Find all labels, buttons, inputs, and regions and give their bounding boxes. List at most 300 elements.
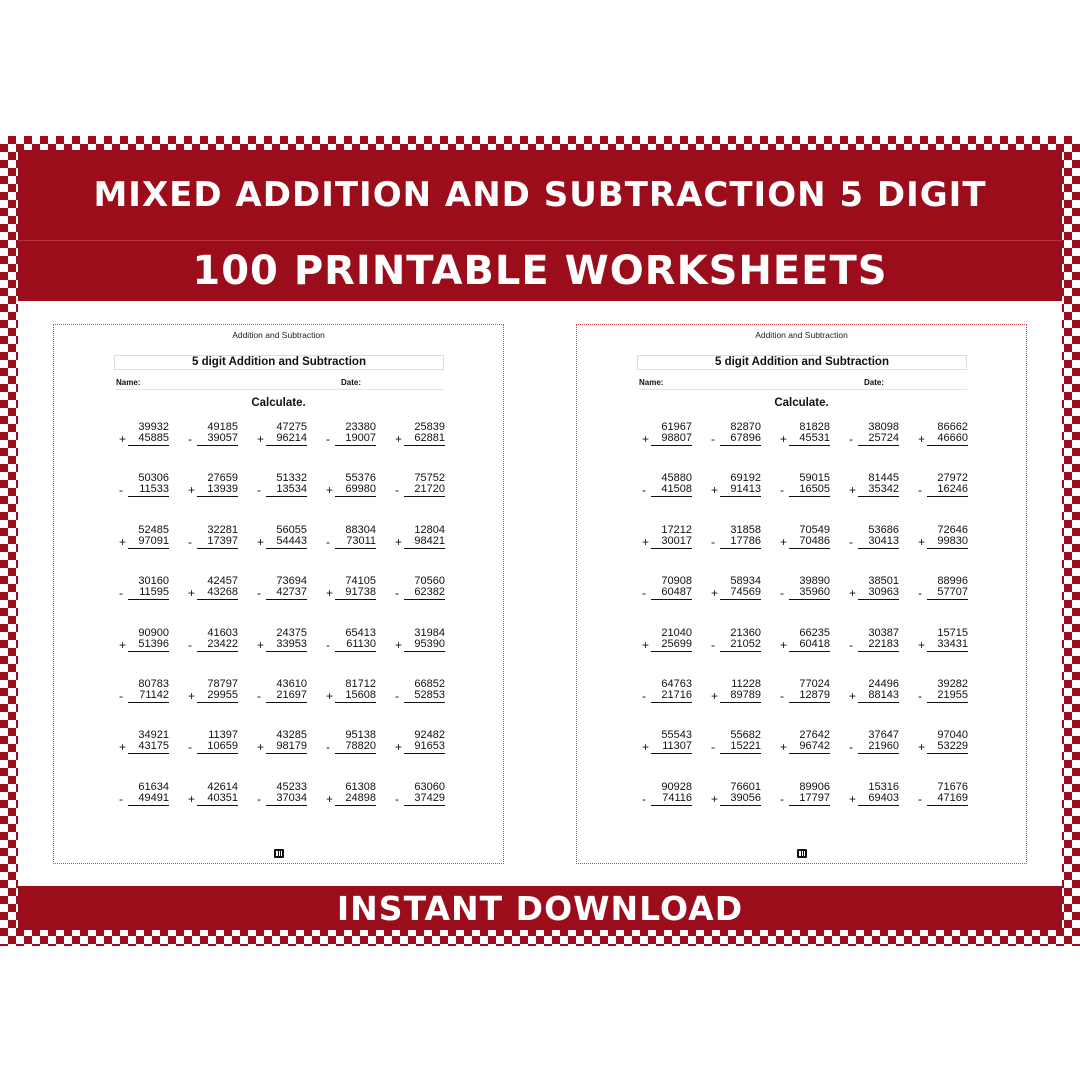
operator-sign: - [257, 688, 261, 703]
answer-line [197, 599, 238, 600]
operator-sign: + [119, 432, 127, 446]
answer-line [927, 805, 968, 806]
second-operand: 15608 [345, 688, 376, 701]
answer-line [858, 599, 899, 600]
first-operand: 41603 [207, 626, 238, 639]
answer-line [266, 753, 307, 754]
operator-sign: - [918, 586, 922, 601]
problem [637, 679, 706, 707]
operator-sign: - [642, 688, 646, 703]
answer-line [651, 651, 692, 652]
operator-sign: + [326, 688, 334, 703]
first-operand: 77024 [799, 677, 830, 690]
answer-line [789, 445, 830, 446]
first-operand: 56055 [276, 523, 307, 536]
problem-row [637, 422, 982, 473]
answer-line [720, 753, 761, 754]
first-operand: 37647 [868, 729, 899, 742]
first-operand: 17212 [661, 523, 692, 536]
answer-line [651, 753, 692, 754]
answer-line [789, 651, 830, 652]
second-operand: 33431 [937, 637, 968, 650]
problem [637, 782, 706, 810]
problem [321, 473, 390, 501]
problem [321, 525, 390, 553]
operator-sign: - [395, 483, 399, 498]
first-operand: 31984 [414, 626, 445, 639]
operator-sign: + [711, 483, 719, 498]
answer-line [789, 599, 830, 600]
first-operand: 24375 [276, 626, 307, 639]
problem [390, 576, 459, 604]
first-operand: 39890 [799, 575, 830, 588]
answer-line [197, 548, 238, 549]
date-label: Date: [864, 378, 885, 387]
answer-line [266, 805, 307, 806]
second-operand: 23422 [207, 637, 238, 650]
operator-sign: + [395, 534, 403, 549]
problem [775, 525, 844, 553]
answer-line [651, 599, 692, 600]
problem [114, 782, 183, 810]
first-operand: 95138 [345, 729, 376, 742]
second-operand: 40351 [207, 791, 238, 804]
answer-line [720, 651, 761, 652]
second-operand: 41508 [661, 483, 692, 496]
operator-sign: + [918, 432, 926, 446]
second-operand: 91653 [414, 740, 445, 753]
second-operand: 98179 [276, 740, 307, 753]
operator-sign: - [395, 688, 399, 703]
answer-line [128, 702, 169, 703]
second-operand: 11533 [139, 483, 169, 496]
problem [252, 576, 321, 604]
answer-line [858, 753, 899, 754]
first-operand: 88304 [345, 523, 376, 536]
problem-grid [114, 422, 459, 833]
second-operand: 60418 [799, 637, 830, 650]
problem [706, 525, 775, 553]
operator-sign: - [780, 791, 784, 806]
first-operand: 27972 [937, 472, 968, 485]
problem [706, 730, 775, 758]
answer-line [128, 445, 169, 446]
second-operand: 62881 [414, 432, 445, 444]
second-operand: 17786 [730, 534, 761, 547]
operator-sign: - [918, 791, 922, 806]
problem-row [637, 782, 982, 833]
first-operand: 39282 [937, 677, 968, 690]
second-operand: 53229 [937, 740, 968, 753]
second-operand: 73011 [346, 534, 376, 547]
first-operand: 53686 [868, 523, 899, 536]
answer-line [128, 805, 169, 806]
operator-sign: - [849, 534, 853, 549]
problem-row [114, 473, 459, 524]
second-operand: 62382 [414, 586, 445, 599]
operator-sign: - [188, 637, 192, 652]
second-operand: 30017 [661, 534, 692, 547]
operator-sign: + [780, 432, 788, 446]
first-operand: 49185 [207, 421, 238, 433]
second-operand: 13939 [207, 483, 238, 496]
problem [913, 730, 982, 758]
first-operand: 30160 [138, 575, 169, 588]
second-operand: 21716 [661, 688, 692, 701]
problem-row [114, 730, 459, 781]
problem [321, 628, 390, 656]
first-operand: 55376 [345, 472, 376, 485]
operator-sign: + [918, 534, 926, 549]
first-operand: 76601 [730, 780, 761, 793]
first-operand: 45233 [276, 780, 307, 793]
second-operand: 69980 [345, 483, 376, 496]
problem [183, 422, 252, 450]
first-operand: 86662 [937, 421, 968, 433]
operator-sign: - [188, 740, 192, 755]
first-operand: 64763 [661, 677, 692, 690]
operator-sign: + [119, 637, 127, 652]
first-operand: 38501 [868, 575, 899, 588]
name-date-row [639, 377, 967, 390]
answer-line [927, 753, 968, 754]
answer-line [789, 496, 830, 497]
first-operand: 90928 [661, 780, 692, 793]
second-operand: 16505 [799, 483, 830, 496]
first-operand: 38098 [868, 421, 899, 433]
first-operand: 70560 [414, 575, 445, 588]
answer-line [266, 599, 307, 600]
banner-footer: INSTANT DOWNLOAD [18, 886, 1062, 930]
problem [775, 782, 844, 810]
second-operand: 37429 [414, 791, 445, 804]
first-operand: 21040 [661, 626, 692, 639]
first-operand: 97040 [937, 729, 968, 742]
problem [321, 782, 390, 810]
answer-line [789, 805, 830, 806]
first-operand: 52485 [138, 523, 169, 536]
second-operand: 70486 [799, 534, 830, 547]
first-operand: 78797 [207, 677, 238, 690]
answer-line [858, 651, 899, 652]
problem [913, 525, 982, 553]
problem [706, 576, 775, 604]
problem [321, 422, 390, 450]
operator-sign: - [326, 637, 330, 652]
problem [913, 422, 982, 450]
first-operand: 82870 [730, 421, 761, 433]
problem [114, 525, 183, 553]
problem [775, 473, 844, 501]
first-operand: 27659 [207, 472, 238, 485]
problem [775, 730, 844, 758]
second-operand: 99830 [937, 534, 968, 547]
second-operand: 52853 [414, 688, 445, 701]
worksheet-preview-left [53, 324, 504, 864]
first-operand: 88996 [937, 575, 968, 588]
answer-line [651, 702, 692, 703]
first-operand: 58934 [730, 575, 761, 588]
answer-line [651, 805, 692, 806]
second-operand: 91413 [730, 483, 761, 496]
answer-line [335, 805, 376, 806]
problem [390, 730, 459, 758]
operator-sign: - [119, 586, 123, 601]
problem-grid [637, 422, 982, 833]
problem [321, 679, 390, 707]
first-operand: 81712 [345, 677, 376, 690]
problem [706, 782, 775, 810]
answer-line [128, 599, 169, 600]
answer-line [720, 548, 761, 549]
first-operand: 81828 [799, 421, 830, 433]
first-operand: 71676 [937, 780, 968, 793]
instruction: Calculate. [774, 397, 829, 409]
operator-sign: - [119, 688, 123, 703]
first-operand: 24496 [868, 677, 899, 690]
problem [252, 782, 321, 810]
first-operand: 39932 [138, 421, 169, 433]
problem [390, 628, 459, 656]
operator-sign: + [711, 688, 719, 703]
answer-line [404, 548, 445, 549]
answer-line [335, 599, 376, 600]
second-operand: 33953 [276, 637, 307, 650]
problem [706, 422, 775, 450]
second-operand: 11595 [139, 586, 169, 599]
operator-sign: - [119, 791, 123, 806]
operator-sign: + [711, 586, 719, 601]
answer-line [858, 445, 899, 446]
worksheet-header: Addition and Subtraction [232, 330, 325, 340]
operator-sign: + [257, 432, 265, 446]
answer-line [651, 445, 692, 446]
logo-icon [797, 849, 807, 858]
first-operand: 55543 [661, 729, 692, 742]
answer-line [197, 702, 238, 703]
first-operand: 90900 [138, 626, 169, 639]
operator-sign: - [849, 637, 853, 652]
answer-line [197, 651, 238, 652]
second-operand: 21960 [868, 740, 899, 753]
problem-row [114, 782, 459, 833]
answer-line [720, 496, 761, 497]
second-operand: 67896 [730, 432, 761, 444]
operator-sign: + [395, 637, 403, 652]
operator-sign: + [642, 740, 650, 755]
second-operand: 91738 [345, 586, 376, 599]
problem [183, 679, 252, 707]
second-operand: 24898 [345, 791, 376, 804]
second-operand: 45885 [138, 432, 169, 444]
second-operand: 78820 [345, 740, 376, 753]
operator-sign: - [395, 586, 399, 601]
problem [183, 782, 252, 810]
answer-line [858, 548, 899, 549]
second-operand: 45531 [799, 432, 830, 444]
first-operand: 31858 [730, 523, 761, 536]
operator-sign: + [395, 740, 403, 755]
operator-sign: - [188, 534, 192, 549]
problem [913, 628, 982, 656]
operator-sign: + [918, 637, 926, 652]
second-operand: 43268 [207, 586, 238, 599]
first-operand: 63060 [414, 780, 445, 793]
problem [913, 576, 982, 604]
first-operand: 11228 [731, 677, 761, 690]
problem [637, 576, 706, 604]
problem [183, 576, 252, 604]
second-operand: 49491 [138, 791, 169, 804]
worksheet-header: Addition and Subtraction [755, 330, 848, 340]
second-operand: 35960 [799, 586, 830, 599]
answer-line [266, 496, 307, 497]
problem [844, 422, 913, 450]
second-operand: 21955 [937, 688, 968, 701]
first-operand: 55682 [730, 729, 761, 742]
problem [913, 473, 982, 501]
problem-row [637, 576, 982, 627]
problem [390, 679, 459, 707]
problem-row [114, 576, 459, 627]
answer-line [335, 702, 376, 703]
operator-sign: - [711, 534, 715, 549]
second-operand: 95390 [414, 637, 445, 650]
banner-subtitle: 100 PRINTABLE WORKSHEETS [18, 241, 1062, 301]
second-operand: 19007 [345, 432, 376, 444]
first-operand: 32281 [207, 523, 238, 536]
problem [390, 473, 459, 501]
answer-line [720, 805, 761, 806]
operator-sign: + [257, 740, 265, 755]
first-operand: 70549 [799, 523, 830, 536]
first-operand: 75752 [414, 472, 445, 485]
answer-line [858, 496, 899, 497]
first-operand: 27642 [799, 729, 830, 742]
problem [321, 730, 390, 758]
operator-sign: - [918, 688, 922, 703]
operator-sign: + [188, 483, 196, 498]
first-operand: 43610 [276, 677, 307, 690]
problem [706, 473, 775, 501]
operator-sign: + [849, 688, 857, 703]
answer-line [927, 548, 968, 549]
second-operand: 96214 [276, 432, 307, 444]
problem [844, 730, 913, 758]
first-operand: 47275 [276, 421, 307, 433]
problem [390, 525, 459, 553]
first-operand: 66235 [799, 626, 830, 639]
operator-sign: + [918, 740, 926, 755]
answer-line [266, 651, 307, 652]
second-operand: 46660 [937, 432, 968, 444]
problem-row [114, 422, 459, 473]
first-operand: 65413 [345, 626, 376, 639]
name-date-row [116, 377, 444, 390]
answer-line [197, 496, 238, 497]
answer-line [128, 496, 169, 497]
second-operand: 74569 [730, 586, 761, 599]
operator-sign: - [395, 791, 399, 806]
first-operand: 21360 [730, 626, 761, 639]
problem-row [637, 628, 982, 679]
answer-line [335, 651, 376, 652]
second-operand: 12879 [799, 688, 830, 701]
problem [775, 576, 844, 604]
operator-sign: + [395, 432, 403, 446]
first-operand: 59015 [799, 472, 830, 485]
problem [844, 628, 913, 656]
operator-sign: + [326, 483, 334, 498]
first-operand: 61967 [661, 421, 692, 433]
second-operand: 16246 [937, 483, 968, 496]
first-operand: 15316 [868, 780, 899, 793]
answer-line [335, 496, 376, 497]
second-operand: 43175 [138, 740, 169, 753]
answer-line [404, 599, 445, 600]
operator-sign: + [780, 740, 788, 755]
second-operand: 54443 [276, 534, 307, 547]
first-operand: 72646 [937, 523, 968, 536]
answer-line [651, 496, 692, 497]
second-operand: 61130 [346, 637, 376, 650]
second-operand: 21052 [730, 637, 761, 650]
answer-line [927, 445, 968, 446]
problem [637, 628, 706, 656]
operator-sign: - [849, 740, 853, 755]
operator-sign: - [918, 483, 922, 498]
second-operand: 39057 [207, 432, 238, 444]
problem [775, 628, 844, 656]
first-operand: 15715 [937, 626, 968, 639]
first-operand: 42614 [207, 780, 238, 793]
second-operand: 22183 [868, 637, 899, 650]
problem [114, 422, 183, 450]
operator-sign: - [119, 483, 123, 498]
operator-sign: + [326, 791, 334, 806]
operator-sign: + [257, 637, 265, 652]
second-operand: 98807 [661, 432, 692, 444]
problem-row [637, 525, 982, 576]
first-operand: 23380 [345, 421, 376, 433]
second-operand: 21697 [276, 688, 307, 701]
problem [913, 782, 982, 810]
operator-sign: - [711, 740, 715, 755]
first-operand: 61308 [345, 780, 376, 793]
operator-sign: + [849, 586, 857, 601]
first-operand: 12804 [414, 523, 445, 536]
first-operand: 69192 [730, 472, 761, 485]
operator-sign: - [642, 586, 646, 601]
worksheet-title: 5 digit Addition and Subtraction [114, 355, 444, 370]
problem [390, 422, 459, 450]
first-operand: 70908 [661, 575, 692, 588]
answer-line [404, 445, 445, 446]
answer-line [266, 702, 307, 703]
operator-sign: - [849, 432, 853, 446]
problem [637, 730, 706, 758]
first-operand: 61634 [138, 780, 169, 793]
answer-line [720, 702, 761, 703]
operator-sign: + [257, 534, 265, 549]
operator-sign: + [188, 791, 196, 806]
problem [252, 525, 321, 553]
problem [844, 679, 913, 707]
second-operand: 39056 [730, 791, 761, 804]
operator-sign: - [326, 432, 330, 446]
name-label: Name: [639, 378, 664, 387]
problem [252, 628, 321, 656]
